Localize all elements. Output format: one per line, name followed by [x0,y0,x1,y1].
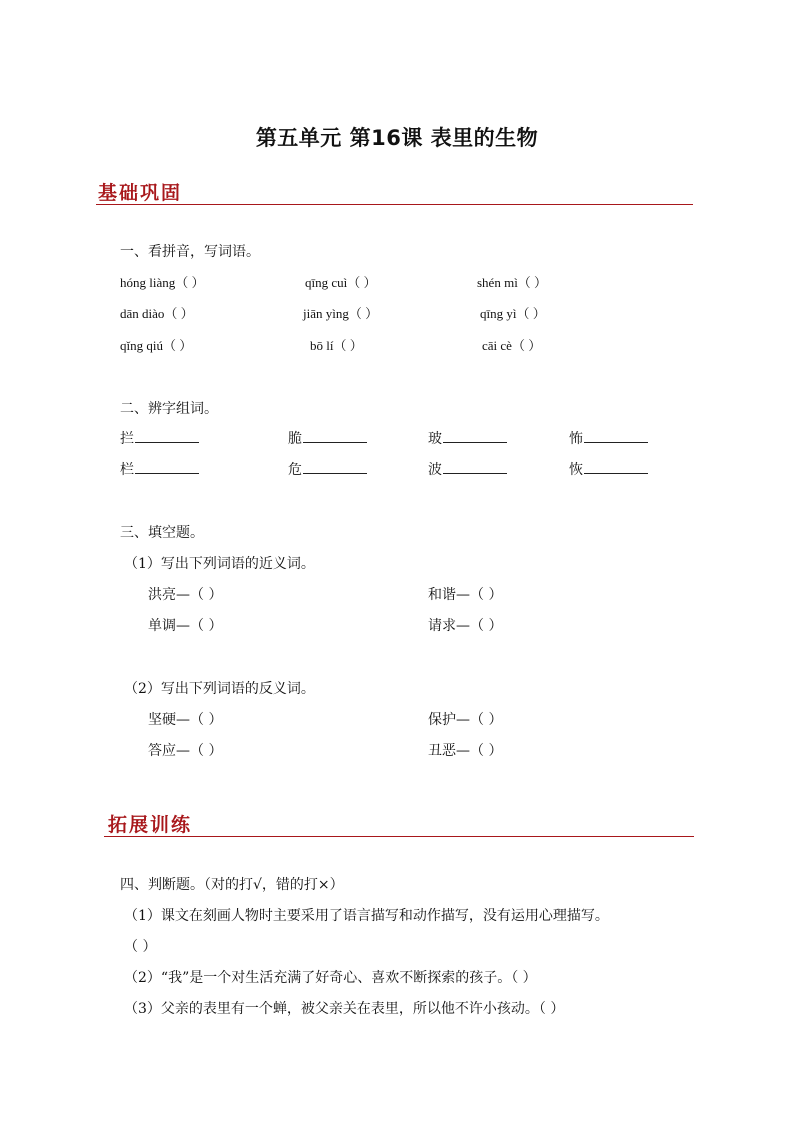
answer-blank[interactable] [584,459,648,474]
answer-blank[interactable] [443,428,507,443]
q1-item: hóng liàng（ ） [120,275,205,290]
q1-item: dān diào（ ） [120,306,194,321]
q2-item [288,428,367,448]
q3-item: 丑恶—（ ） [428,743,503,759]
answer-blank[interactable] [584,428,648,443]
q4-line: （ ） [124,939,157,955]
q2-item [569,428,648,448]
q2-item [428,428,507,448]
answer-blank[interactable] [303,428,367,443]
q3-part2-prompt: （2）写出下列词语的反义词。 [124,681,315,697]
q2-char: 脆 [288,431,302,447]
q1-item: shén mì（ ） [477,275,548,290]
q3-part1-prompt: （1）写出下列词语的近义词。 [124,556,315,572]
q3-item: 请求—（ ） [428,618,503,634]
q2-char: 危 [288,462,302,478]
q1-item: qīng yì（ ） [480,306,546,321]
q3-item: 和谐—（ ） [428,587,503,603]
q2-char: 恢 [569,462,583,478]
section-rule [96,204,693,205]
q4-line: （2）“我”是一个对生活充满了好奇心、喜欢不断探索的孩子。（ ） [124,970,537,986]
q1-item: qǐng qiú（ ） [120,338,193,353]
q2-item [288,459,367,479]
answer-blank[interactable] [135,428,199,443]
section-title-basic: 基础巩固 [98,182,183,204]
answer-blank[interactable] [135,459,199,474]
q1-item: cāi cè（ ） [482,338,542,353]
q3-item: 单调—（ ） [148,618,223,634]
q4-heading: 四、判断题。（对的打√，错的打×） [120,877,344,893]
q3-item: 保护—（ ） [428,712,503,728]
q3-heading: 三、填空题。 [120,525,204,541]
q1-item: qīng cuì（ ） [305,275,377,290]
q2-char: 波 [428,462,442,478]
q1-item: jiān yìng（ ） [303,306,379,321]
q2-item [120,459,199,479]
answer-blank[interactable] [303,459,367,474]
q2-heading: 二、辨字组词。 [120,401,218,417]
q1-heading: 一、看拼音，写词语。 [120,244,260,260]
q3-item: 洪亮—（ ） [148,587,223,603]
q2-char: 玻 [428,431,442,447]
section-title-extend: 拓展训练 [108,814,193,836]
q2-char: 拦 [120,431,134,447]
answer-blank[interactable] [443,459,507,474]
q2-char: 栏 [120,462,134,478]
q4-line: （3）父亲的表里有一个蝉，被父亲关在表里，所以他不许小孩动。（ ） [124,1001,565,1017]
page-title: 第五单元 第16课 表里的生物 [255,126,539,150]
q2-item [120,428,199,448]
q2-item [428,459,507,479]
q1-item: bō lí（ ） [310,338,363,353]
q2-char: 怖 [569,431,583,447]
section-rule [104,836,694,837]
q3-item: 答应—（ ） [148,743,223,759]
q2-item [569,459,648,479]
q3-item: 坚硬—（ ） [148,712,223,728]
q4-line: （1）课文在刻画人物时主要采用了语言描写和动作描写，没有运用心理描写。 [124,908,609,924]
